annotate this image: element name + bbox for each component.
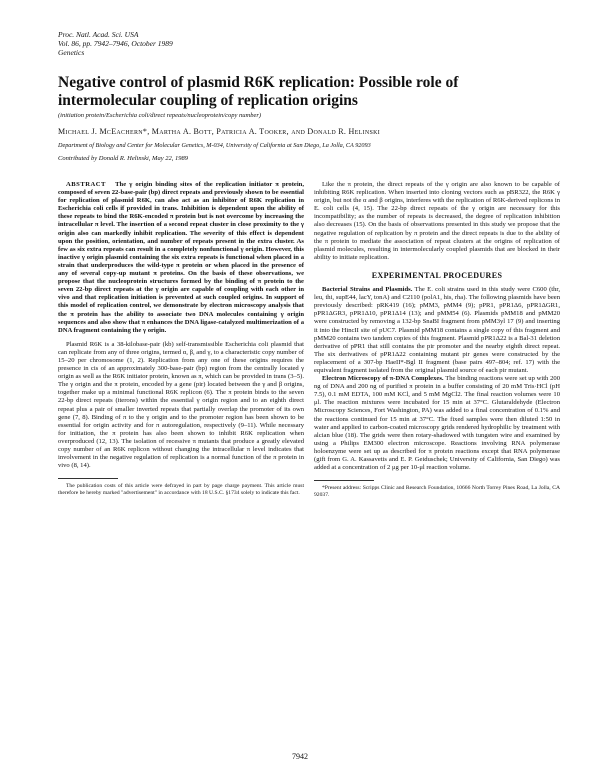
- page-number: 7942: [292, 752, 308, 761]
- communicated-by: Contributed by Donald R. Helinski, May 22, 1989: [58, 155, 188, 162]
- address-divider: [314, 480, 374, 481]
- em-text: The binding reactions were set up with 200 ng of DNA and 200 ng of purified π protein in a buffer consisting of 20 mM Tris·HCl (pH 7.5), 0.1 mM EDTA, 100 mM KCl, and 5 mM MgCl2. The final reaction volumes were 10 μl. The reaction mixtures were incubated for 15 min at 37°C. Glutaraldehyde (Electron Microscopy Sciences, Fort Washington, PA) was added to a final concentration of 0.1% and the reactions continued for 15 min at 37°C. The fixed samples were then diluted 1:50 in water and applied to carbon-coated microscopy grids rendered hydrophilic by treatment with alcian blue (18). The grids were then rotary-shadowed with tungsten wire and examined by using a Philips EM300 electron microscope. Reactions involving RNA polymerase holoenzyme were set up as described for π protein reactions except that RNA polymerase (gift from G. A. Kassavetis and E. P. Geiduschek; University of California, San Diego) was added at a concentration of 2 μg per 10-μl reaction volume.: [314, 375, 560, 472]
- abstract: [58, 181, 304, 335]
- methods-em-paragraph: [314, 375, 560, 472]
- journal-volume: Vol. 86, pp. 7942–7946, October 1989: [58, 39, 173, 48]
- keywords: (initiation protein/Escherichia coli/direct repeats/nucleoprotein/copy number): [58, 112, 262, 119]
- present-address-footnote: *Present address: Scripps Clinic and Research Foundation, 10666 North Torrey Pines Road, La Jolla, CA 92037.: [314, 485, 560, 498]
- methods-strains-paragraph: [314, 286, 560, 375]
- journal-name: Proc. Natl. Acad. Sci. USA: [58, 30, 139, 39]
- abstract-text: The γ origin binding sites of the replication initiator π protein, composed of seven 22-base-pair (bp) direct repeats and previously shown to be essential for replication of plasmid R6K, can also act as an inhibitor of R6K replication in Escherichia coli cells if provided in trans. Inhibition is dependent upon the ability of these repeats to bind the R6K-encoded π protein but is not overcome by increasing the intracellular π level. The insertion of a second repeat cluster in close proximity to the γ origin also can markedly inhibit replication. The severity of this effect is dependent upon the position, orientation, and number of repeats present in the extra cluster. As few as six extra repeats can result in a completely nonfunctional γ origin. However, this inactive γ origin plasmid containing the six extra repeats is functional when placed in a strain that underproduces the wild-type π protein or when placed in the presence of any of several copy-up mutant π proteins. On the basis of these observations, we propose that the nucleoprotein structures formed by the binding of π protein to the seven 22-bp direct repeats at the γ origin are capable of coupling with each other in vivo and that replication initiation is prevented at such coupled origins. In support of this model of replication control, we demonstrate by electron microscopy analysis that the π protein has the ability to associate two DNA molecules containing γ origin sequences and also show that π enhances the DNA ligase-catalyzed multimerization of a DNA fragment containing the γ origin.: [58, 181, 304, 334]
- strains-text: The E. coli strains used in this study were C600 (thr, leu, thi, supE44, lacY, tonA) and C2110 (polA1, his, rha). The following plasmids have been previously described: pRK419 (16); pMM3, pMM4 (9); pPR1, pPR1Δ6, pPR1ΔGR1, pPR1ΔGR3, pPR1Δ10, pPR1Δ14 (13); and pMM54 (6). Plasmids pMM18 and pMM20 were constructed by removing a 132-bp SnaBI fragment from pMM3yl 17 (9) and inserting it into the HincII site of pUC7. Plasmid pMM18 contains a single copy of this fragment and pMM20 contains two tandem copies of this fragment. Plasmid pPR1Δ22 is a Bal-31 deletion derivative of pPR1 that still contains the pir promoter and the nearby eighth direct repeat. The six derivatives of pPR1Δ22 containing mutant pir genes were constructed by the replacement of a 307-bp HaeII*-Bgl II fragment (base pairs 497–804; ref. 17) with the equivalent fragment isolated from the original plasmid source of each pir mutant.: [314, 286, 560, 374]
- right-column: [314, 181, 560, 499]
- paper-title: Negative control of plasmid R6K replication: Possible role of intermolecular coupling of replication origins: [58, 74, 459, 109]
- strains-run-head: Bacterial Strains and Plasmids.: [322, 286, 413, 294]
- journal-header: [58, 30, 173, 57]
- section-heading: EXPERIMENTAL PROCEDURES: [371, 270, 503, 280]
- publication-footnote: The publication costs of this article were defrayed in part by page charge payment. This article must therefore be hereby marked "advertisement" in accordance with 18 U.S.C. §1734 solely to indicate this fact.: [58, 483, 304, 497]
- intro-paragraph: Plasmid R6K is a 38-kilobase-pair (kb) self-transmissible Escherichia coli plasmid that can replicate from any of three origins, termed α, β, and γ, to a characteristic copy number of 15–20 per chromosome (1, 2). Replication from any one of these origins requires the presence in cis of an approximately 300-base-pair (bp) region from the centrally located γ origin as well as the R6K initiator protein, known as π, which can be provided in trans (3–5). The γ origin and the π protein, encoded by a gene (pir) located between the γ and β origins, together make up a minimal functional R6K replicon (6). The π protein binds to the seven 22-bp direct repeats (iterons) within the essential γ origin region and to an eighth direct repeat plus a pair of smaller inverted repeats that partially overlap the promoter of its own gene (7, 8). Binding of π to the γ origin and to the promoter region has been shown to be essential for origin activity and for π autoregulation, respectively (9–11). While necessary for initiation, the π protein has also been shown to inhibit R6K replication when overproduced (12, 13). The isolation of recessive π mutants that produce a greatly elevated copy number of an R6K replicon without changing the intracellular π level indicates that involvement in the negative regulation of replication is a normal function of the π protein in vivo (8, 14).: [58, 340, 304, 470]
- footnote-divider: [58, 478, 118, 479]
- left-column: [58, 181, 304, 497]
- affiliation: Department of Biology and Center for Molecular Genetics, M-034, University of California at San Diego, La Jolla, CA 92093: [58, 142, 371, 149]
- em-run-head: Electron Microscopy of π-DNA Complexes.: [322, 375, 444, 383]
- journal-section: Genetics: [58, 48, 85, 57]
- right-intro-paragraph: Like the π protein, the direct repeats of the γ origin are also known to be capable of inhibiting R6K replication. When inserted into cloning vectors such as pBR322, the R6K γ origin, but not the α and β origins, interferes with the replication of R6K-derived replicons in E. coli cells (4, 15). The 22-bp direct repeats of the γ origin are necessary for this incompatibility; as the number of repeats is decreased, the degree of replication inhibition also decreases (15). On the basis of observations presented in this study we propose that the negative regulation of replication by π protein and the direct repeats is due to the ability of the π protein to mediate the association of repeat clusters at the origins of replication of plasmid molecules, resulting in intermolecularly coupled plasmids that are blocked in their ability to initiate replication.: [314, 181, 560, 261]
- authors: Michael J. McEachern*, Martha A. Bott, Patricia A. Tooker, and Donald R. Helinski: [58, 127, 381, 136]
- abstract-label: ABSTRACT: [66, 181, 106, 188]
